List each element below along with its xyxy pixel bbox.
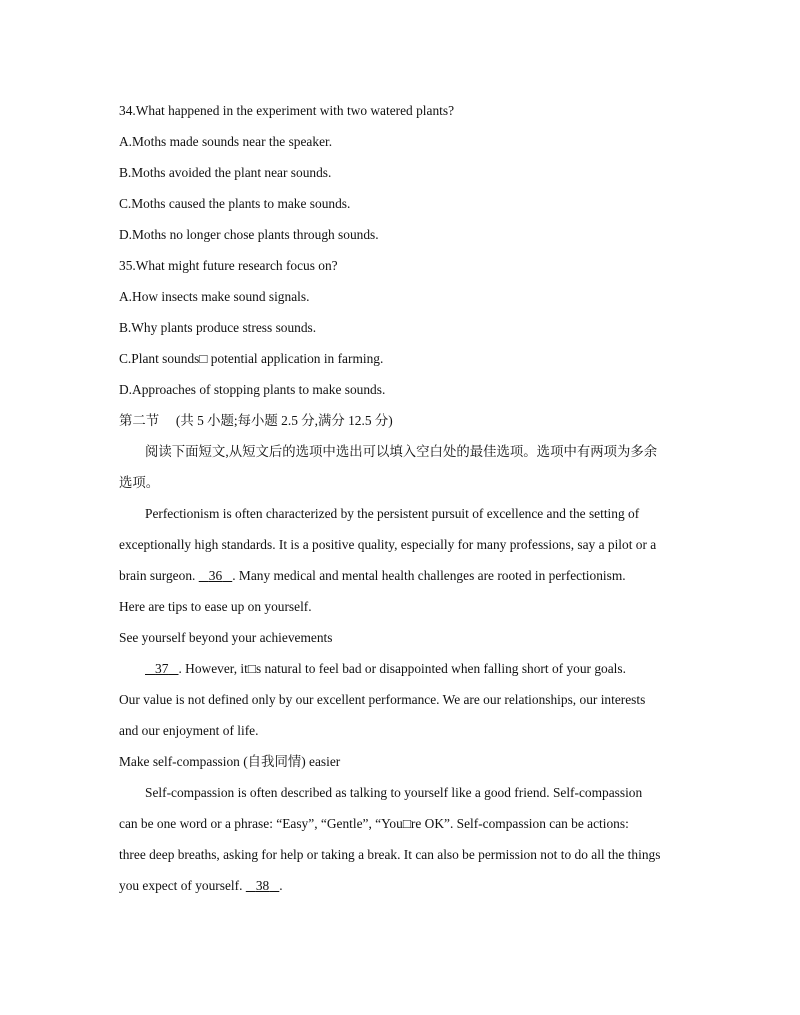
passage-text: you expect of yourself. bbox=[119, 878, 243, 893]
section-instruction-cont: 选项。 bbox=[119, 475, 160, 490]
section-scoring: (共 5 小题;每小题 2.5 分,满分 12.5 分) bbox=[175, 413, 393, 428]
passage-text: . However, it□s natural to feel bad or disappointed when falling short of your goals. bbox=[178, 661, 626, 676]
passage-line: Self-compassion is often described as talking to yourself like a good friend. Self-compassion bbox=[145, 785, 643, 800]
blank-number: 37 bbox=[155, 661, 169, 676]
subheading-self-compassion: Make self-compassion (自我同情) easier bbox=[119, 754, 341, 769]
passage-text: . Many medical and mental health challenges are rooted in perfectionism. bbox=[232, 568, 626, 583]
passage-line: Our value is not defined only by our excellent performance. We are our relationships, our interests bbox=[119, 692, 646, 707]
question-35-option-a: A.How insects make sound signals. bbox=[119, 289, 310, 304]
passage-line bbox=[119, 566, 626, 586]
blank-37 bbox=[145, 661, 178, 676]
section-header bbox=[119, 411, 393, 431]
blank-38 bbox=[246, 878, 279, 893]
question-34-option-a: A.Moths made sounds near the speaker. bbox=[119, 134, 333, 149]
section-title: 第二节 bbox=[119, 413, 160, 428]
section-instruction: 阅读下面短文,从短文后的选项中选出可以填入空白处的最佳选项。选项中有两项为多余 bbox=[145, 444, 658, 459]
blank-number: 38 bbox=[255, 878, 270, 893]
question-34-option-b: B.Moths avoided the plant near sounds. bbox=[119, 165, 332, 180]
passage-text: . bbox=[279, 878, 283, 893]
question-35-option-b: B.Why plants produce stress sounds. bbox=[119, 320, 317, 335]
passage-line: can be one word or a phrase: “Easy”, “Gentle”, “You□re OK”. Self-compassion can be actions: bbox=[119, 816, 629, 831]
question-34-stem: 34.What happened in the experiment with two watered plants? bbox=[119, 103, 455, 118]
question-34-option-c: C.Moths caused the plants to make sounds. bbox=[119, 196, 351, 211]
blank-36 bbox=[199, 568, 232, 583]
passage-line bbox=[119, 876, 283, 896]
passage-line: exceptionally high standards. It is a positive quality, especially for many professions, say a pilot or a bbox=[119, 537, 657, 552]
question-34-option-d: D.Moths no longer chose plants through sounds. bbox=[119, 227, 379, 242]
passage-text: brain surgeon. bbox=[119, 568, 196, 583]
passage-line: three deep breaths, asking for help or taking a break. It can also be permission not to do all the things bbox=[119, 847, 661, 862]
question-35-option-c: C.Plant sounds□ potential application in farming. bbox=[119, 351, 384, 366]
blank-number: 36 bbox=[208, 568, 223, 583]
question-35-option-d: D.Approaches of stopping plants to make sounds. bbox=[119, 382, 386, 397]
passage-line: Here are tips to ease up on yourself. bbox=[119, 599, 312, 614]
passage-line: and our enjoyment of life. bbox=[119, 723, 259, 738]
subheading-achievements: See yourself beyond your achievements bbox=[119, 630, 333, 645]
question-35-stem: 35.What might future research focus on? bbox=[119, 258, 338, 273]
passage-line bbox=[145, 659, 626, 679]
passage-line: Perfectionism is often characterized by the persistent pursuit of excellence and the setting of bbox=[145, 506, 640, 521]
